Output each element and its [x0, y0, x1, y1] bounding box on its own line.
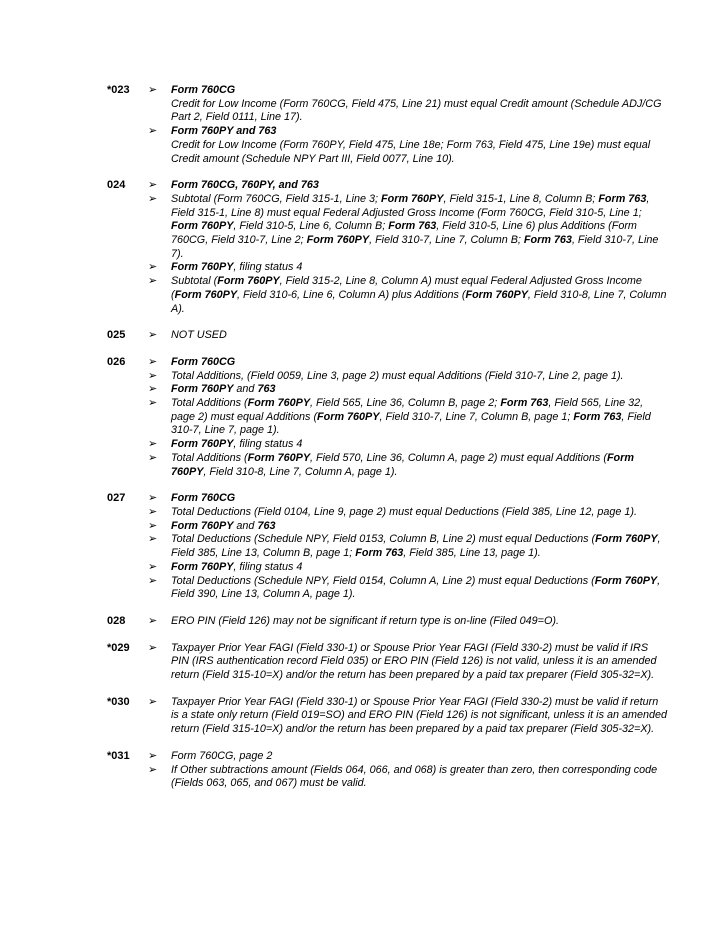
rule-item	[148, 764, 667, 791]
rule-item-text	[171, 438, 667, 452]
bold-form-reference: Form 760CG	[171, 84, 236, 96]
arrow-bullet-icon: ➢	[148, 369, 158, 382]
bold-form-reference: Form 760PY	[171, 519, 234, 532]
arrow-bullet-icon: ➢	[148, 519, 158, 532]
arrow-bullet-icon: ➢	[148, 397, 158, 410]
bold-form-reference: Form 760PY	[317, 410, 380, 423]
text-run: If Other subtractions amount (Fields 064, 066, and 068) is greater than zero, then corresponding code (Fields 063, 065, and 067) must be valid.	[171, 763, 658, 790]
rule-item-text	[171, 520, 667, 534]
rule-item-text	[171, 452, 667, 479]
text-run: Total Additions (	[171, 397, 248, 410]
text-run: Credit for Low Income (Form 760PY, Field 475, Line 18e; Form 763, Field 475, Line 19e) must equal Credit amount (Schedule NPY Part III, Field 0077, Line 10).	[171, 138, 651, 165]
rule-code: *029	[107, 641, 130, 654]
document-body	[107, 84, 667, 804]
bold-form-reference: Form 760PY	[171, 438, 234, 451]
rule-item	[148, 179, 667, 193]
arrow-bullet-icon: ➢	[148, 355, 158, 368]
rule-items	[148, 615, 667, 629]
text-run: , Field 310-6, Line 6, Column A) plus Additions (	[237, 288, 466, 301]
text-run: Total Deductions (Schedule NPY, Field 0154, Column A, Line 2) must equal Deductions (	[171, 574, 595, 587]
text-run: and	[233, 383, 258, 396]
rule-entry	[107, 750, 667, 791]
arrow-bullet-icon: ➢	[148, 329, 158, 342]
text-run: Taxpayer Prior Year FAGI (Field 330-1) or Spouse Prior Year FAGI (Field 330-2) must be valid if IRS PIN (IRS authentication record Field 035) or ERO PIN (Field 126) is not valid, unless it is an amended return (Field 315-10=X) and/or the return has been prepared by a paid tax preparer (Field 305-32=X).	[171, 641, 657, 682]
rule-items	[148, 179, 667, 316]
bold-form-reference: Form 760PY	[247, 451, 311, 464]
rule-item	[148, 356, 667, 370]
rule-item	[148, 397, 667, 438]
arrow-bullet-icon: ➢	[148, 492, 158, 505]
text-run: , Field 390, Line 13, Column A, page 1).	[171, 574, 661, 601]
text-run: , filing status 4	[233, 261, 303, 274]
text-run: Taxpayer Prior Year FAGI (Field 330-1) or Spouse Prior Year FAGI (Field 330-2) must be valid if return is a state only return (Field 019=SO) and ERO PIN (Field 126) is not significant, unless it is an amended return (Field 315-10=X) and/or the return has been prepared by a paid tax preparer (Field 305-32=X).	[171, 695, 667, 736]
text-run: , Field 310-7, Line 7, Column B, page 1;	[379, 410, 574, 423]
rule-item	[148, 696, 667, 737]
text-run: , Field 315-1, Line 8, Column B;	[443, 192, 599, 205]
bold-form-reference: Form 763	[388, 220, 437, 233]
text-run: , Field 315-1, Line 8) must equal Federal Adjusted Gross Income (Form 760CG, Field 310-5, Line 1;	[171, 192, 650, 219]
rule-item	[148, 329, 667, 343]
rule-item-text	[171, 397, 667, 438]
rule-item	[148, 452, 667, 479]
text-run: , Field 315-2, Line 8, Column A) must equal Federal Adjusted Gross Income (	[171, 275, 642, 301]
bold-form-reference: Form 760CG, 760PY, and 763	[171, 179, 319, 192]
rule-item-text	[171, 84, 667, 98]
rule-item	[148, 642, 667, 683]
bold-form-reference: Form 760PY	[174, 288, 238, 301]
arrow-bullet-icon: ➢	[148, 763, 158, 776]
text-run: , Field 310-5, Line 6) plus Additions (Form 760CG, Field 310-7, Line 2;	[171, 220, 637, 247]
bold-form-reference: 763	[257, 383, 276, 396]
arrow-bullet-icon: ➢	[148, 641, 158, 654]
text-run: Total Additions, (Field 0059, Line 3, page 2) must equal Additions (Field 310-7, Line 2, page 1).	[171, 369, 624, 382]
rule-item-text	[171, 575, 667, 602]
rule-item-text	[171, 98, 667, 125]
bold-form-reference: Form 760PY	[594, 574, 658, 587]
rule-items	[148, 642, 667, 683]
arrow-bullet-icon: ➢	[148, 179, 158, 192]
rule-item-text	[171, 275, 667, 316]
text-run: , Field 565, Line 32, page 2) must equal Additions (	[171, 397, 644, 423]
text-run: , Field 310-7, Line 7).	[171, 234, 659, 260]
text-run: NOT USED	[171, 329, 227, 342]
rule-item-text	[171, 642, 667, 683]
arrow-bullet-icon: ➢	[148, 383, 158, 396]
bold-form-reference: Form 760PY	[306, 234, 370, 247]
rule-item	[148, 261, 667, 275]
rule-item	[148, 193, 667, 262]
text-run: Subtotal (Form 760CG, Field 315-1, Line 3;	[171, 192, 382, 205]
rule-item-text	[171, 261, 667, 275]
bold-form-reference: Form 760PY	[381, 192, 444, 205]
bold-form-reference: Form 763	[355, 547, 404, 560]
rule-item	[148, 139, 667, 166]
rule-item-text	[171, 750, 667, 764]
rule-items	[148, 329, 667, 343]
rule-code: 024	[107, 179, 126, 192]
bold-form-reference: Form 760PY	[217, 275, 280, 288]
arrow-bullet-icon: ➢	[148, 749, 158, 762]
bold-form-reference: Form 760PY	[171, 451, 634, 478]
text-run: Credit for Low Income (Form 760CG, Field 475, Line 21) must equal Credit amount (Schedule ADJ/CG Part 2, Field 0111, Line 17).	[171, 97, 662, 124]
rule-item-text	[171, 125, 667, 139]
arrow-bullet-icon: ➢	[148, 451, 158, 464]
arrow-bullet-icon: ➢	[148, 275, 158, 288]
rule-item	[148, 98, 667, 125]
rule-item-text	[171, 696, 667, 737]
arrow-bullet-icon: ➢	[148, 505, 158, 518]
rule-items	[148, 492, 667, 602]
rule-items	[148, 84, 667, 166]
rule-item	[148, 520, 667, 534]
bold-form-reference: Form 760PY	[595, 533, 658, 546]
bold-form-reference: Form 763	[573, 410, 622, 423]
rule-item-text	[171, 492, 667, 506]
rule-item-text	[171, 615, 667, 629]
arrow-bullet-icon: ➢	[148, 560, 158, 573]
rule-item-text	[171, 193, 667, 262]
rule-entry	[107, 696, 667, 737]
rule-code: 028	[107, 614, 126, 627]
arrow-bullet-icon: ➢	[148, 438, 158, 451]
rule-item	[148, 438, 667, 452]
bold-form-reference: 763	[257, 519, 276, 532]
bold-form-reference: Form 760PY	[171, 560, 234, 573]
rule-item-text	[171, 139, 667, 166]
bold-form-reference: Form 760PY	[171, 383, 234, 396]
rule-item	[148, 383, 667, 397]
rule-entry	[107, 329, 667, 343]
rule-item	[148, 492, 667, 506]
text-run: , filing status 4	[233, 560, 303, 573]
text-run: , filing status 4	[233, 438, 303, 451]
arrow-bullet-icon: ➢	[148, 192, 158, 205]
rule-item-text	[171, 329, 667, 343]
rule-code: *031	[107, 749, 130, 762]
bold-form-reference: Form 760PY	[171, 261, 234, 274]
bold-form-reference: Form 763	[523, 234, 572, 247]
bold-form-reference: Form 763	[598, 192, 647, 205]
bold-form-reference: Form 760PY	[247, 397, 311, 410]
text-run: , Field 310-8, Line 7, Column A).	[171, 288, 667, 315]
arrow-bullet-icon: ➢	[148, 695, 158, 708]
text-run: Subtotal (	[171, 275, 218, 288]
rule-items	[148, 356, 667, 479]
rule-item	[148, 561, 667, 575]
text-run: , Field 310-8, Line 7, Column A, page 1).	[203, 465, 398, 478]
rule-code: 026	[107, 355, 126, 368]
text-run: , Field 310-7, Line 7, page 1).	[171, 410, 651, 437]
rule-items	[148, 696, 667, 737]
rule-entry	[107, 356, 667, 479]
text-run: , Field 570, Line 36, Column A, page 2) must equal Additions (	[310, 451, 607, 464]
rule-item-text	[171, 561, 667, 575]
rule-item	[148, 615, 667, 629]
text-run: Form 760CG, page 2	[171, 749, 273, 762]
rule-item-text	[171, 370, 667, 384]
arrow-bullet-icon: ➢	[148, 261, 158, 274]
text-run: Total Additions (	[171, 451, 248, 464]
rule-item-text	[171, 764, 667, 791]
rule-code: *030	[107, 695, 130, 708]
rule-items	[148, 750, 667, 791]
arrow-bullet-icon: ➢	[148, 125, 158, 138]
rule-item	[148, 533, 667, 560]
rule-entry	[107, 615, 667, 629]
rule-item-text	[171, 383, 667, 397]
rule-item-text	[171, 533, 667, 560]
text-run: and	[233, 519, 258, 532]
bold-form-reference: Form 760CG	[171, 355, 236, 368]
rule-entry	[107, 492, 667, 602]
text-run: , Field 385, Line 13, page 1).	[403, 547, 541, 560]
rule-item	[148, 506, 667, 520]
text-run: , Field 565, Line 36, Column B, page 2;	[310, 397, 501, 410]
rule-entry	[107, 179, 667, 316]
rule-item	[148, 575, 667, 602]
rule-code: 025	[107, 329, 126, 342]
bold-form-reference: Form 763	[500, 397, 549, 410]
arrow-bullet-icon: ➢	[148, 574, 158, 587]
rule-entry	[107, 642, 667, 683]
rule-item	[148, 275, 667, 316]
text-run: , Field 310-5, Line 6, Column B;	[233, 220, 389, 233]
rule-entry	[107, 84, 667, 166]
arrow-bullet-icon: ➢	[148, 614, 158, 627]
text-run: Total Deductions (Schedule NPY, Field 0153, Column B, Line 2) must equal Deductions (	[171, 533, 596, 546]
bold-form-reference: Form 760CG	[171, 492, 236, 505]
rule-item	[148, 750, 667, 764]
text-run: Total Deductions (Field 0104, Line 9, page 2) must equal Deductions (Field 385, Line 12, page 1).	[171, 505, 637, 518]
rule-item	[148, 125, 667, 139]
bold-form-reference: Form 760PY	[171, 220, 234, 233]
arrow-bullet-icon: ➢	[148, 533, 158, 546]
rule-item-text	[171, 356, 667, 370]
rule-code: *023	[107, 84, 130, 96]
rule-item	[148, 84, 667, 98]
text-run: , Field 385, Line 13, Column B, page 1;	[171, 533, 661, 560]
text-run: , Field 310-7, Line 7, Column B;	[369, 234, 524, 247]
bold-form-reference: Form 760PY	[465, 288, 528, 301]
rule-item-text	[171, 179, 667, 193]
bold-form-reference: Form 760PY and 763	[171, 125, 277, 138]
rule-item-text	[171, 506, 667, 520]
text-run: ERO PIN (Field 126) may not be significant if return type is on-line (Filed 049=O).	[171, 614, 559, 627]
arrow-bullet-icon: ➢	[148, 84, 158, 96]
rule-code: 027	[107, 492, 126, 505]
rule-item	[148, 370, 667, 384]
